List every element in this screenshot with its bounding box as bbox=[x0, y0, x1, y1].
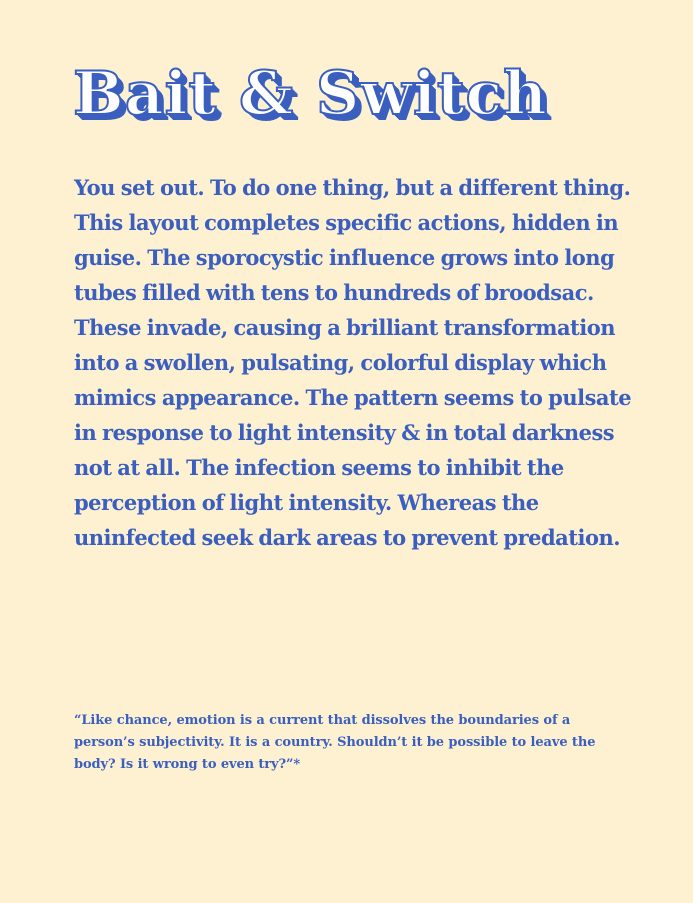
quote-paragraph: “Like chance, emotion is a current that dissolves the boundaries of a person’s subjectivity. It is a country. Shouldn’t it be possible to leave the body? Is it wrong to even try?”* bbox=[74, 713, 596, 772]
page-title: Bait & Switch bbox=[73, 59, 548, 129]
body-paragraph: You set out. To do one thing, but a different thing. This layout completes specific actions, hidden in guise. The sporocystic influence grows into long tubes filled with tens to hundreds of broodsac. These invade, causing a brilliant transformation into a swollen, pulsating, colorful display which mimics appearance. The pattern seems to pulsate in response to light intensity & in total darkness not at all. The infection seems to inhibit the perception of light intensity. Whereas the uninfected seek dark areas to prevent predation. bbox=[74, 175, 632, 550]
